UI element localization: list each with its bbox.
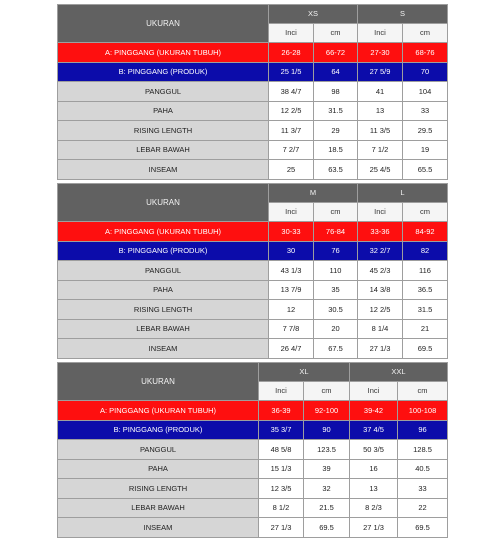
- table-cell: 76: [314, 242, 358, 261]
- table-cell: 8 1/2: [259, 499, 304, 518]
- table-cell: 63.5: [314, 160, 358, 180]
- row-label: PAHA: [58, 460, 259, 479]
- table-cell: 21: [403, 320, 448, 339]
- table-cell: 84-92: [403, 222, 448, 242]
- size-header-m: M: [269, 184, 358, 203]
- size-header-s: S: [358, 5, 448, 24]
- row-label: PAHA: [58, 281, 269, 300]
- table-cell: 82: [403, 242, 448, 261]
- table-row: [58, 261, 448, 281]
- table-cell: 8 1/4: [358, 320, 403, 339]
- table-cell: 26 4/7: [269, 339, 314, 359]
- table-row: [58, 121, 448, 141]
- table-cell: 37 4/5: [350, 421, 398, 440]
- table-row: [58, 281, 448, 300]
- table-cell: 66-72: [314, 43, 358, 63]
- row-label: A: PINGGANG (UKURAN TUBUH): [58, 43, 269, 63]
- table-cell: 31.5: [314, 102, 358, 121]
- table-row: [58, 242, 448, 261]
- table-cell: 69.5: [403, 339, 448, 359]
- unit-header: cm: [314, 203, 358, 222]
- table-cell: 7 7/8: [269, 320, 314, 339]
- table-row: [58, 43, 448, 63]
- table-cell: 104: [403, 82, 448, 102]
- table-cell: 33-36: [358, 222, 403, 242]
- row-label: B: PINGGANG (PRODUK): [58, 421, 259, 440]
- unit-header: Inci: [350, 382, 398, 401]
- row-label: INSEAM: [58, 339, 269, 359]
- size-table-xl-xxl: [57, 362, 448, 538]
- unit-header: Inci: [358, 24, 403, 43]
- table-cell: 123.5: [304, 440, 350, 460]
- size-header-xl: XL: [259, 363, 350, 382]
- row-label: LEBAR BAWAH: [58, 320, 269, 339]
- table-row: [58, 320, 448, 339]
- table-cell: 35: [314, 281, 358, 300]
- table-cell: 12 2/5: [358, 300, 403, 320]
- row-label: PANGGUL: [58, 261, 269, 281]
- table-row: [58, 300, 448, 320]
- table-cell: 69.5: [398, 518, 448, 538]
- table-cell: 32 2/7: [358, 242, 403, 261]
- table-row: [58, 63, 448, 82]
- table-cell: 128.5: [398, 440, 448, 460]
- table-cell: 90: [304, 421, 350, 440]
- table-cell: 96: [398, 421, 448, 440]
- row-label: A: PINGGANG (UKURAN TUBUH): [58, 401, 259, 421]
- table-row: [58, 141, 448, 160]
- unit-header: cm: [314, 24, 358, 43]
- table-cell: 41: [358, 82, 403, 102]
- unit-header: cm: [403, 24, 448, 43]
- table-cell: 12 2/5: [269, 102, 314, 121]
- table-cell: 64: [314, 63, 358, 82]
- size-table-xs-s: [57, 4, 448, 180]
- table-cell: 67.5: [314, 339, 358, 359]
- table-cell: 22: [398, 499, 448, 518]
- unit-header: Inci: [259, 382, 304, 401]
- row-label: RISING LENGTH: [58, 300, 269, 320]
- table-row: [58, 102, 448, 121]
- table-cell: 13: [358, 102, 403, 121]
- table-cell: 14 3/8: [358, 281, 403, 300]
- table-cell: 25 4/5: [358, 160, 403, 180]
- table-cell: 36-39: [259, 401, 304, 421]
- table-cell: 36.5: [403, 281, 448, 300]
- table-cell: 100-108: [398, 401, 448, 421]
- size-column-header: UKURAN: [58, 184, 269, 222]
- size-header-xs: XS: [269, 5, 358, 24]
- size-column-header: UKURAN: [58, 5, 269, 43]
- table-cell: 33: [398, 479, 448, 499]
- table-cell: 92-100: [304, 401, 350, 421]
- table-cell: 69.5: [304, 518, 350, 538]
- table-row: [58, 421, 448, 440]
- row-label: B: PINGGANG (PRODUK): [58, 63, 269, 82]
- size-column-header: UKURAN: [58, 363, 259, 401]
- header-row: [58, 184, 448, 203]
- size-header-l: L: [358, 184, 448, 203]
- table-row: [58, 440, 448, 460]
- row-label: INSEAM: [58, 518, 259, 538]
- unit-header: cm: [398, 382, 448, 401]
- table-cell: 76-84: [314, 222, 358, 242]
- table-cell: 7 2/7: [269, 141, 314, 160]
- table-cell: 18.5: [314, 141, 358, 160]
- row-label: PAHA: [58, 102, 269, 121]
- table-cell: 35 3/7: [259, 421, 304, 440]
- table-cell: 11 3/5: [358, 121, 403, 141]
- table-row: [58, 339, 448, 359]
- table-cell: 40.5: [398, 460, 448, 479]
- table-cell: 33: [403, 102, 448, 121]
- table-cell: 116: [403, 261, 448, 281]
- table-cell: 30.5: [314, 300, 358, 320]
- row-label: LEBAR BAWAH: [58, 141, 269, 160]
- table-cell: 30: [269, 242, 314, 261]
- table-cell: 27-30: [358, 43, 403, 63]
- table-cell: 12 3/5: [259, 479, 304, 499]
- row-label: PANGGUL: [58, 82, 269, 102]
- table-cell: 38 4/7: [269, 82, 314, 102]
- table-row: [58, 460, 448, 479]
- table-cell: 31.5: [403, 300, 448, 320]
- row-label: RISING LENGTH: [58, 479, 259, 499]
- table-cell: 26-28: [269, 43, 314, 63]
- table-cell: 27 1/3: [358, 339, 403, 359]
- table-row: [58, 401, 448, 421]
- row-label: A: PINGGANG (UKURAN TUBUH): [58, 222, 269, 242]
- row-label: B: PINGGANG (PRODUK): [58, 242, 269, 261]
- table-row: [58, 479, 448, 499]
- size-table-m-l: [57, 183, 448, 359]
- table-row: [58, 518, 448, 538]
- table-cell: 110: [314, 261, 358, 281]
- table-cell: 48 5/8: [259, 440, 304, 460]
- table-cell: 16: [350, 460, 398, 479]
- table-cell: 32: [304, 479, 350, 499]
- unit-header: cm: [403, 203, 448, 222]
- table-cell: 13: [350, 479, 398, 499]
- table-cell: 13 7/9: [269, 281, 314, 300]
- table-cell: 11 3/7: [269, 121, 314, 141]
- unit-header: cm: [304, 382, 350, 401]
- table-cell: 25 1/5: [269, 63, 314, 82]
- table-cell: 8 2/3: [350, 499, 398, 518]
- table-cell: 50 3/5: [350, 440, 398, 460]
- unit-header: Inci: [269, 24, 314, 43]
- header-row: [58, 363, 448, 382]
- table-cell: 39: [304, 460, 350, 479]
- table-row: [58, 499, 448, 518]
- table-row: [58, 160, 448, 180]
- table-cell: 20: [314, 320, 358, 339]
- table-cell: 27 1/3: [259, 518, 304, 538]
- table-cell: 7 1/2: [358, 141, 403, 160]
- header-row: [58, 5, 448, 24]
- table-cell: 39-42: [350, 401, 398, 421]
- table-cell: 70: [403, 63, 448, 82]
- unit-header: Inci: [358, 203, 403, 222]
- table-cell: 65.5: [403, 160, 448, 180]
- table-cell: 27 5/9: [358, 63, 403, 82]
- table-cell: 68-76: [403, 43, 448, 63]
- table-cell: 12: [269, 300, 314, 320]
- row-label: RISING LENGTH: [58, 121, 269, 141]
- unit-header: Inci: [269, 203, 314, 222]
- table-cell: 19: [403, 141, 448, 160]
- table-cell: 98: [314, 82, 358, 102]
- table-cell: 29: [314, 121, 358, 141]
- table-cell: 29.5: [403, 121, 448, 141]
- row-label: INSEAM: [58, 160, 269, 180]
- table-row: [58, 82, 448, 102]
- row-label: LEBAR BAWAH: [58, 499, 259, 518]
- table-cell: 30-33: [269, 222, 314, 242]
- table-cell: 45 2/3: [358, 261, 403, 281]
- row-label: PANGGUL: [58, 440, 259, 460]
- table-row: [58, 222, 448, 242]
- table-cell: 15 1/3: [259, 460, 304, 479]
- table-cell: 43 1/3: [269, 261, 314, 281]
- table-cell: 25: [269, 160, 314, 180]
- size-header-xxl: XXL: [350, 363, 448, 382]
- table-cell: 27 1/3: [350, 518, 398, 538]
- table-cell: 21.5: [304, 499, 350, 518]
